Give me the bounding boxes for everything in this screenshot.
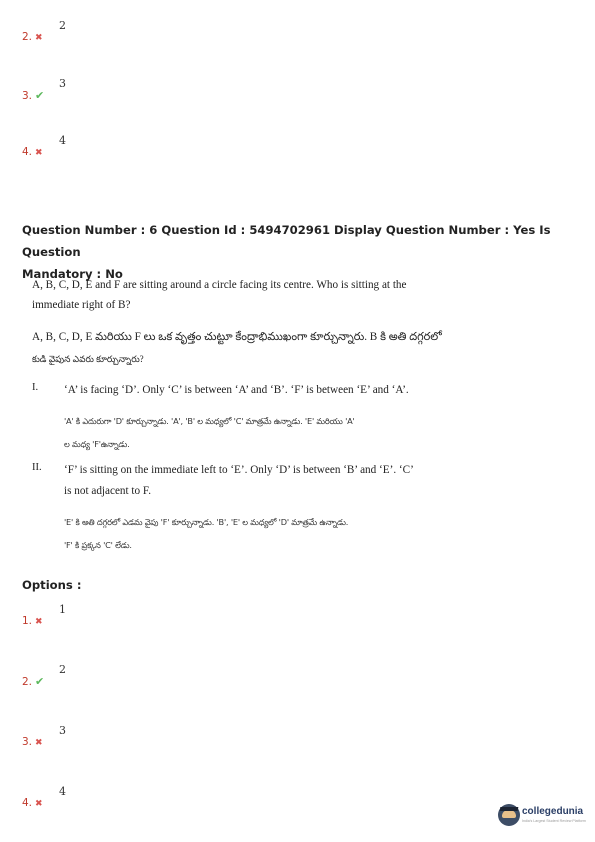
option-number: 4.: [22, 146, 33, 158]
statement-2-english-line2: is not adjacent to F.: [64, 485, 152, 497]
option-number: 4.: [22, 797, 33, 809]
option-value: 3: [59, 77, 66, 90]
statement-1-roman: I.: [32, 382, 39, 393]
question-header-line1: Question Number : 6 Question Id : 5494702961 Display Question Number : Yes Is Question: [22, 223, 551, 259]
option-value: 4: [59, 785, 66, 798]
option-number: 2.: [22, 676, 33, 688]
statement-2-english: [64, 462, 414, 500]
question-english-line1: A, B, C, D, E and F are sitting around a circle facing its centre. Who is sitting at the: [32, 279, 407, 291]
statement-2-telugu: [64, 513, 348, 554]
option-value: 2: [59, 19, 66, 32]
option-value: 3: [59, 724, 66, 737]
logo-brand: collegedunia: [522, 806, 584, 817]
statement-1-telugu: [64, 412, 355, 453]
option-value: 2: [59, 663, 66, 676]
wrong-mark-icon: ✖: [35, 799, 43, 809]
correct-mark-icon: ✔: [35, 89, 45, 102]
statement-1-telugu-line1: 'A' కి ఎదురుగా 'D' కూర్చున్నాడు. 'A', 'B' ల మధ్యలో 'C' మాత్రమే ఉన్నాడు. 'E' మరియు 'A': [64, 416, 355, 426]
wrong-mark-icon: ✖: [35, 738, 43, 748]
question-telugu-line2: కుడి వైపున ఎవరు కూర్చున్నారు?: [32, 354, 144, 364]
statement-2-telugu-line1: 'E' కి అతి దగ్గరలో ఎడమ వైపు 'F' కూర్చున్నాడు. 'B', 'E' ల మధ్యలో 'D' మాత్రమే ఉన్నాడు.: [64, 517, 349, 527]
question-telugu: [32, 329, 442, 368]
graduate-mascot-icon: [498, 804, 520, 826]
option-number: 3.: [22, 736, 33, 748]
statement-1-english: ‘A’ is facing ‘D’. Only ‘C’ is between ‘A’ and ‘B’. ‘F’ is between ‘E’ and ‘A’.: [64, 384, 409, 396]
statement-1-telugu-line2: ల మధ్య 'F'ఉన్నాడు.: [64, 439, 130, 449]
question-english-line2: immediate right of B?: [32, 299, 131, 311]
option-value: 4: [59, 134, 66, 147]
wrong-mark-icon: ✖: [35, 148, 43, 158]
question-telugu-line1: A, B, C, D, E మరియు F లు ఒక వృత్తం చుట్టూ కేంద్రాభిముఖంగా కూర్చున్నారు. B కి అతి దగ్గరలో: [32, 331, 442, 343]
logo-tagline: India's Largest Student Review Platform: [522, 819, 586, 823]
option-value: 1: [59, 603, 66, 616]
option-number: 3.: [22, 90, 33, 102]
option-number: 2.: [22, 31, 33, 43]
statement-2-roman: II.: [32, 462, 42, 473]
question-english: [32, 277, 407, 314]
wrong-mark-icon: ✖: [35, 617, 43, 627]
wrong-mark-icon: ✖: [35, 33, 43, 43]
question-header-line2: Mandatory : No: [22, 267, 123, 281]
statement-2-english-line1: ‘F’ is sitting on the immediate left to ‘E’. Only ‘D’ is between ‘B’ and ‘E’. ‘C’: [64, 464, 414, 476]
statement-2-telugu-line2: 'F' కి ప్రక్కన 'C' లేడు.: [64, 540, 132, 550]
option-number: 1.: [22, 615, 33, 627]
question-header: [22, 219, 567, 285]
collegedunia-logo: [498, 802, 590, 832]
options-title: Options :: [22, 578, 82, 592]
correct-mark-icon: ✔: [35, 675, 45, 688]
